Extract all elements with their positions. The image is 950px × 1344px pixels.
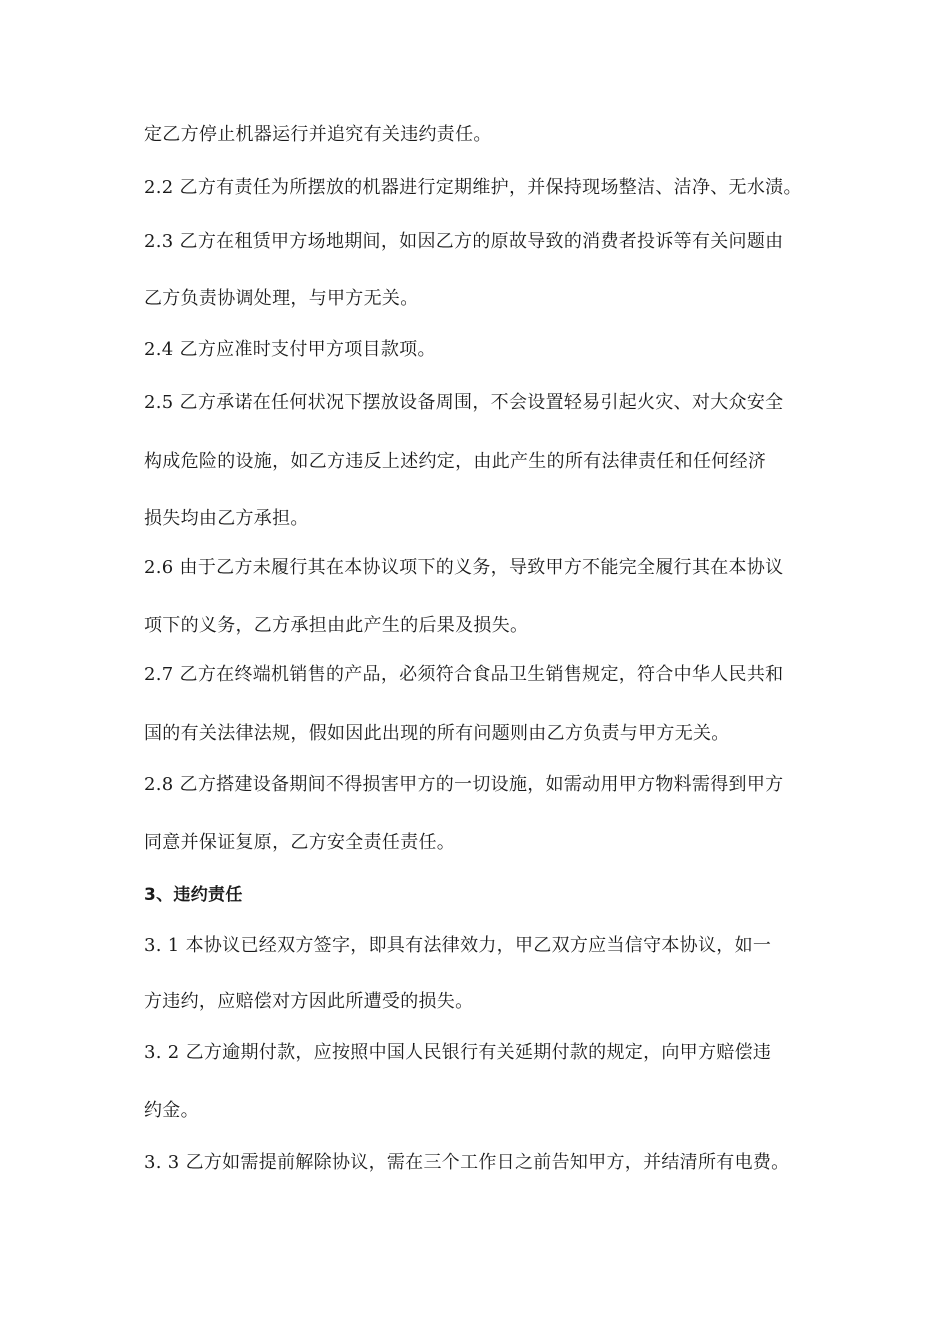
paragraph-line: 3. 3 乙方如需提前解除协议，需在三个工作日之前告知甲方，并结清所有电费。 xyxy=(144,1152,790,1173)
paragraph-line: 3. 1 本协议已经双方签字，即具有法律效力，甲乙双方应当信守本协议，如一 xyxy=(144,935,772,956)
paragraph-line: 损失均由乙方承担。 xyxy=(144,508,309,529)
paragraph-line: 3. 2 乙方逾期付款，应按照中国人民银行有关延期付款的规定，向甲方赔偿违 xyxy=(144,1042,772,1063)
paragraph-line: 2.6 由于乙方未履行其在本协议项下的义务，导致甲方不能完全履行其在本协议 xyxy=(144,557,784,578)
paragraph-line: 定乙方停止机器运行并追究有关违约责任。 xyxy=(144,124,492,145)
paragraph-line: 同意并保证复原，乙方安全责任责任。 xyxy=(144,832,456,853)
paragraph-line: 乙方负责协调处理，与甲方无关。 xyxy=(144,288,419,309)
paragraph-line: 项下的义务，乙方承担由此产生的后果及损失。 xyxy=(144,615,529,636)
paragraph-line: 2.5 乙方承诺在任何状况下摆放设备周围，不会设置轻易引起火灾、对大众安全 xyxy=(144,392,784,413)
section-heading: 3、违约责任 xyxy=(144,885,243,905)
paragraph-line: 2.4 乙方应准时支付甲方项目款项。 xyxy=(144,339,436,360)
paragraph-line: 方违约，应赔偿对方因此所遭受的损失。 xyxy=(144,991,474,1012)
paragraph-line: 约金。 xyxy=(144,1100,199,1121)
paragraph-line: 构成危险的设施，如乙方违反上述约定，由此产生的所有法律责任和任何经济 xyxy=(144,451,767,472)
paragraph-line: 2.3 乙方在租赁甲方场地期间，如因乙方的原故导致的消费者投诉等有关问题由 xyxy=(144,231,784,252)
paragraph-line: 2.7 乙方在终端机销售的产品，必须符合食品卫生销售规定，符合中华人民共和 xyxy=(144,664,784,685)
paragraph-line: 国的有关法律法规，假如因此出现的所有问题则由乙方负责与甲方无关。 xyxy=(144,723,730,744)
paragraph-line: 2.2 乙方有责任为所摆放的机器进行定期维护，并保持现场整洁、洁净、无水渍。 xyxy=(144,177,802,198)
paragraph-line: 2.8 乙方搭建设备期间不得损害甲方的一切设施，如需动用甲方物料需得到甲方 xyxy=(144,774,784,795)
